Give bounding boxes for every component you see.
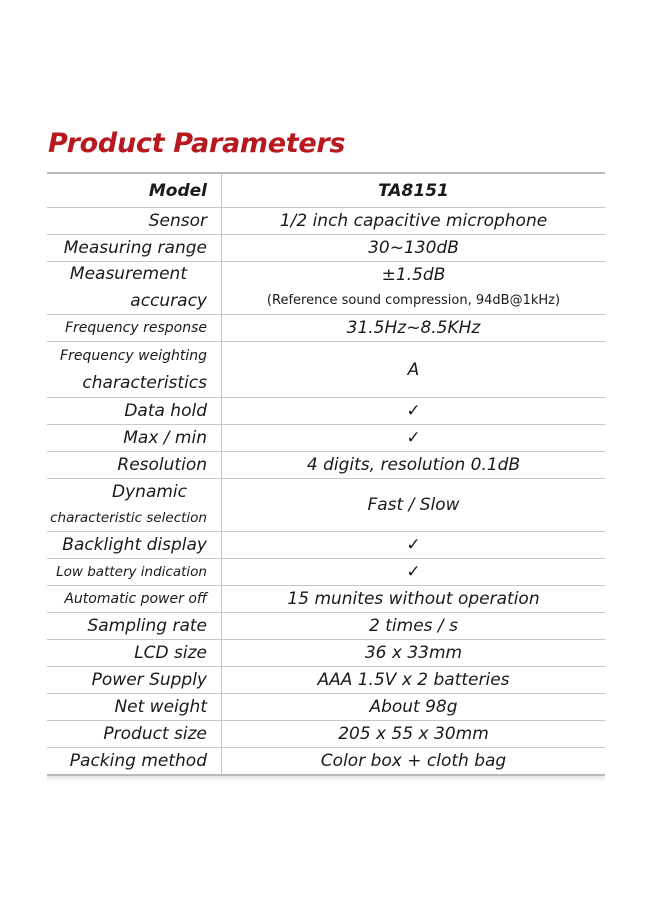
row-label: Net weight — [47, 694, 222, 720]
row-value: 30~130dB — [368, 238, 459, 258]
row-value: 36 x 33mm — [364, 643, 463, 663]
check-icon: ✓ — [406, 401, 421, 421]
row-label: Model — [47, 174, 222, 207]
table-row — [47, 315, 605, 342]
check-icon: ✓ — [406, 562, 421, 582]
row-value: AAA 1.5V x 2 batteries — [317, 670, 510, 690]
row-value: 4 digits, resolution 0.1dB — [306, 455, 521, 475]
row-value: About 98g — [369, 697, 458, 717]
table-row — [47, 398, 605, 425]
check-icon: ✓ — [406, 535, 421, 555]
page-title: Product Parameters — [48, 128, 346, 159]
row-label-line: Measurement — [69, 264, 187, 284]
row-label-line: accuracy — [130, 291, 207, 311]
row-label: Sensor — [47, 208, 222, 234]
table-shadow — [47, 776, 605, 782]
row-label — [47, 479, 222, 531]
row-value: TA8151 — [378, 180, 449, 201]
row-label: Sampling rate — [47, 613, 222, 639]
row-value: Color box + cloth bag — [320, 751, 507, 771]
row-value: 2 times / s — [369, 616, 458, 636]
row-label-line: Frequency weighting — [60, 347, 207, 364]
table-row — [47, 342, 605, 398]
table-row — [47, 452, 605, 479]
row-label: LCD size — [47, 640, 222, 666]
table-row — [47, 235, 605, 262]
row-label: Packing method — [47, 748, 222, 774]
row-label: Low battery indication — [47, 559, 222, 585]
row-label: Power Supply — [47, 667, 222, 693]
row-value-line: (Reference sound compression, 94dB@1kHz) — [266, 293, 561, 308]
row-value: Fast / Slow — [367, 495, 460, 515]
row-label — [47, 342, 222, 397]
row-value: A — [407, 359, 420, 380]
table-row — [47, 479, 605, 532]
table-row — [47, 174, 605, 208]
table-row — [47, 559, 605, 586]
table-row — [47, 667, 605, 694]
row-label: Resolution — [47, 452, 222, 478]
row-label — [47, 262, 222, 314]
check-icon: ✓ — [406, 428, 421, 448]
row-value: 205 x 55 x 30mm — [338, 724, 489, 744]
parameters-table — [47, 172, 605, 776]
row-value-line: ±1.5dB — [381, 265, 446, 285]
table-row — [47, 532, 605, 559]
row-label: Data hold — [47, 398, 222, 424]
row-value — [222, 262, 605, 314]
table-row — [47, 208, 605, 235]
table-row — [47, 613, 605, 640]
row-value: 15 munites without operation — [287, 589, 540, 609]
row-value: 1/2 inch capacitive microphone — [279, 211, 548, 231]
table-row — [47, 425, 605, 452]
table-row — [47, 694, 605, 721]
row-label: Automatic power off — [47, 586, 222, 612]
table-row — [47, 721, 605, 748]
table-row — [47, 640, 605, 667]
row-label: Max / min — [47, 425, 222, 451]
row-label: Backlight display — [47, 532, 222, 558]
table-row — [47, 262, 605, 315]
row-label: Measuring range — [47, 235, 222, 261]
table-row — [47, 586, 605, 613]
table-row — [47, 748, 605, 776]
row-label-line: Dynamic — [112, 481, 187, 502]
row-label: Frequency response — [47, 315, 222, 341]
row-label-line: characteristic selection — [50, 509, 207, 526]
row-value: 31.5Hz~8.5KHz — [346, 318, 481, 338]
row-label-line: characteristics — [82, 372, 207, 393]
row-label: Product size — [47, 721, 222, 747]
